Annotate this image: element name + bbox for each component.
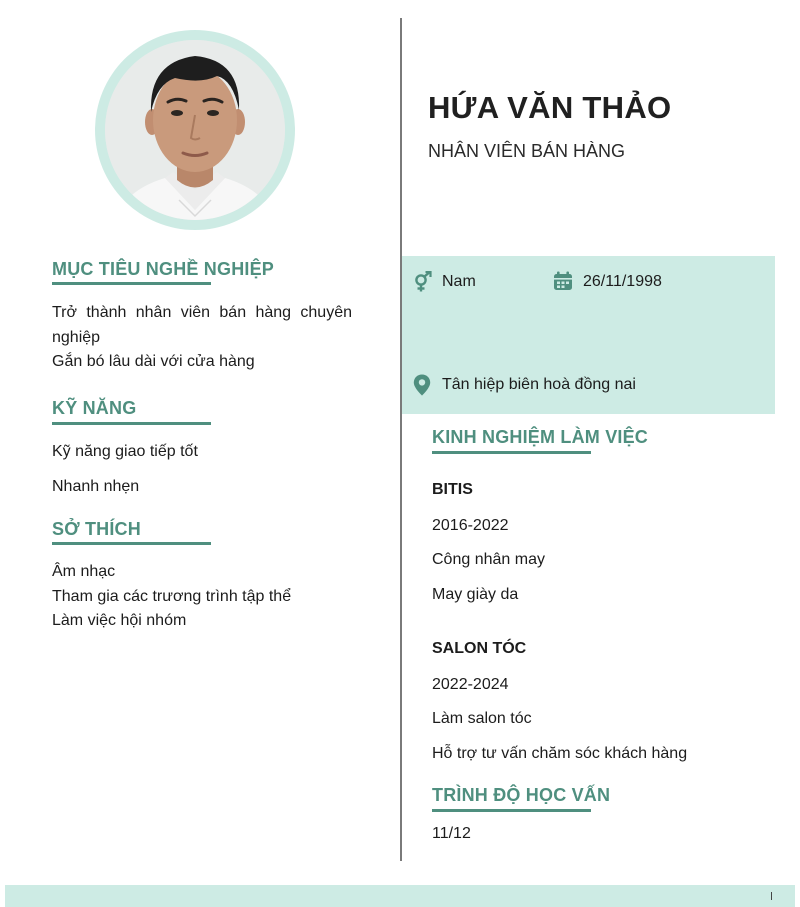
career-goal-line: Gắn bó lâu dài với cửa hàng	[52, 353, 255, 370]
hobby-item: Làm việc hội nhóm	[52, 612, 187, 629]
skills-underline	[52, 422, 211, 425]
job-description: Hỗ trợ tư vấn chăm sóc khách hàng	[432, 745, 688, 762]
birthdate-value: 26/11/1998	[583, 273, 662, 290]
career-goal-line: Trở thành nhân viên bán hàng chuyên nghiệp	[52, 304, 352, 346]
profile-photo	[105, 40, 285, 220]
career-goal-text	[52, 301, 352, 375]
job-company: SALON TÓC	[432, 640, 527, 657]
job-position: Làm salon tóc	[432, 710, 532, 727]
footer-bar	[5, 885, 795, 907]
education-level: 11/12	[432, 825, 471, 842]
experience-heading: KINH NGHIỆM LÀM VIỆC	[432, 427, 649, 447]
hobby-item: Tham gia các trương trình tập thể	[52, 588, 292, 605]
calendar-icon	[553, 271, 573, 291]
education-heading: TRÌNH ĐỘ HỌC VẤN	[432, 785, 611, 805]
avatar-frame	[95, 30, 295, 230]
gender-icon	[412, 271, 434, 293]
hobby-item: Âm nhạc	[52, 563, 116, 580]
job-period: 2022-2024	[432, 676, 509, 693]
location-pin-icon	[413, 374, 431, 396]
candidate-name: HỨA VĂN THẢO	[428, 90, 672, 125]
job-period: 2016-2022	[432, 517, 509, 534]
footer-mark	[771, 892, 772, 900]
column-divider	[400, 18, 402, 861]
gender-value: Nam	[442, 273, 476, 290]
address-value: Tân hiệp biên hoà đồng nai	[442, 376, 636, 393]
hobbies-underline	[52, 542, 211, 545]
job-position: Công nhân may	[432, 551, 545, 568]
hobbies-heading: SỞ THÍCH	[52, 519, 141, 539]
job-company: BITIS	[432, 481, 473, 498]
skill-item: Kỹ năng giao tiếp tốt	[52, 443, 198, 460]
career-goal-underline	[52, 282, 211, 285]
skill-item: Nhanh nhẹn	[52, 478, 140, 495]
experience-underline	[432, 451, 591, 454]
candidate-role: NHÂN VIÊN BÁN HÀNG	[428, 141, 626, 161]
skills-heading: KỸ NĂNG	[52, 398, 137, 418]
avatar	[105, 40, 285, 220]
education-underline	[432, 809, 591, 812]
job-description: May giày da	[432, 586, 519, 603]
career-goal-heading: MỤC TIÊU NGHỀ NGHIỆP	[52, 259, 275, 279]
